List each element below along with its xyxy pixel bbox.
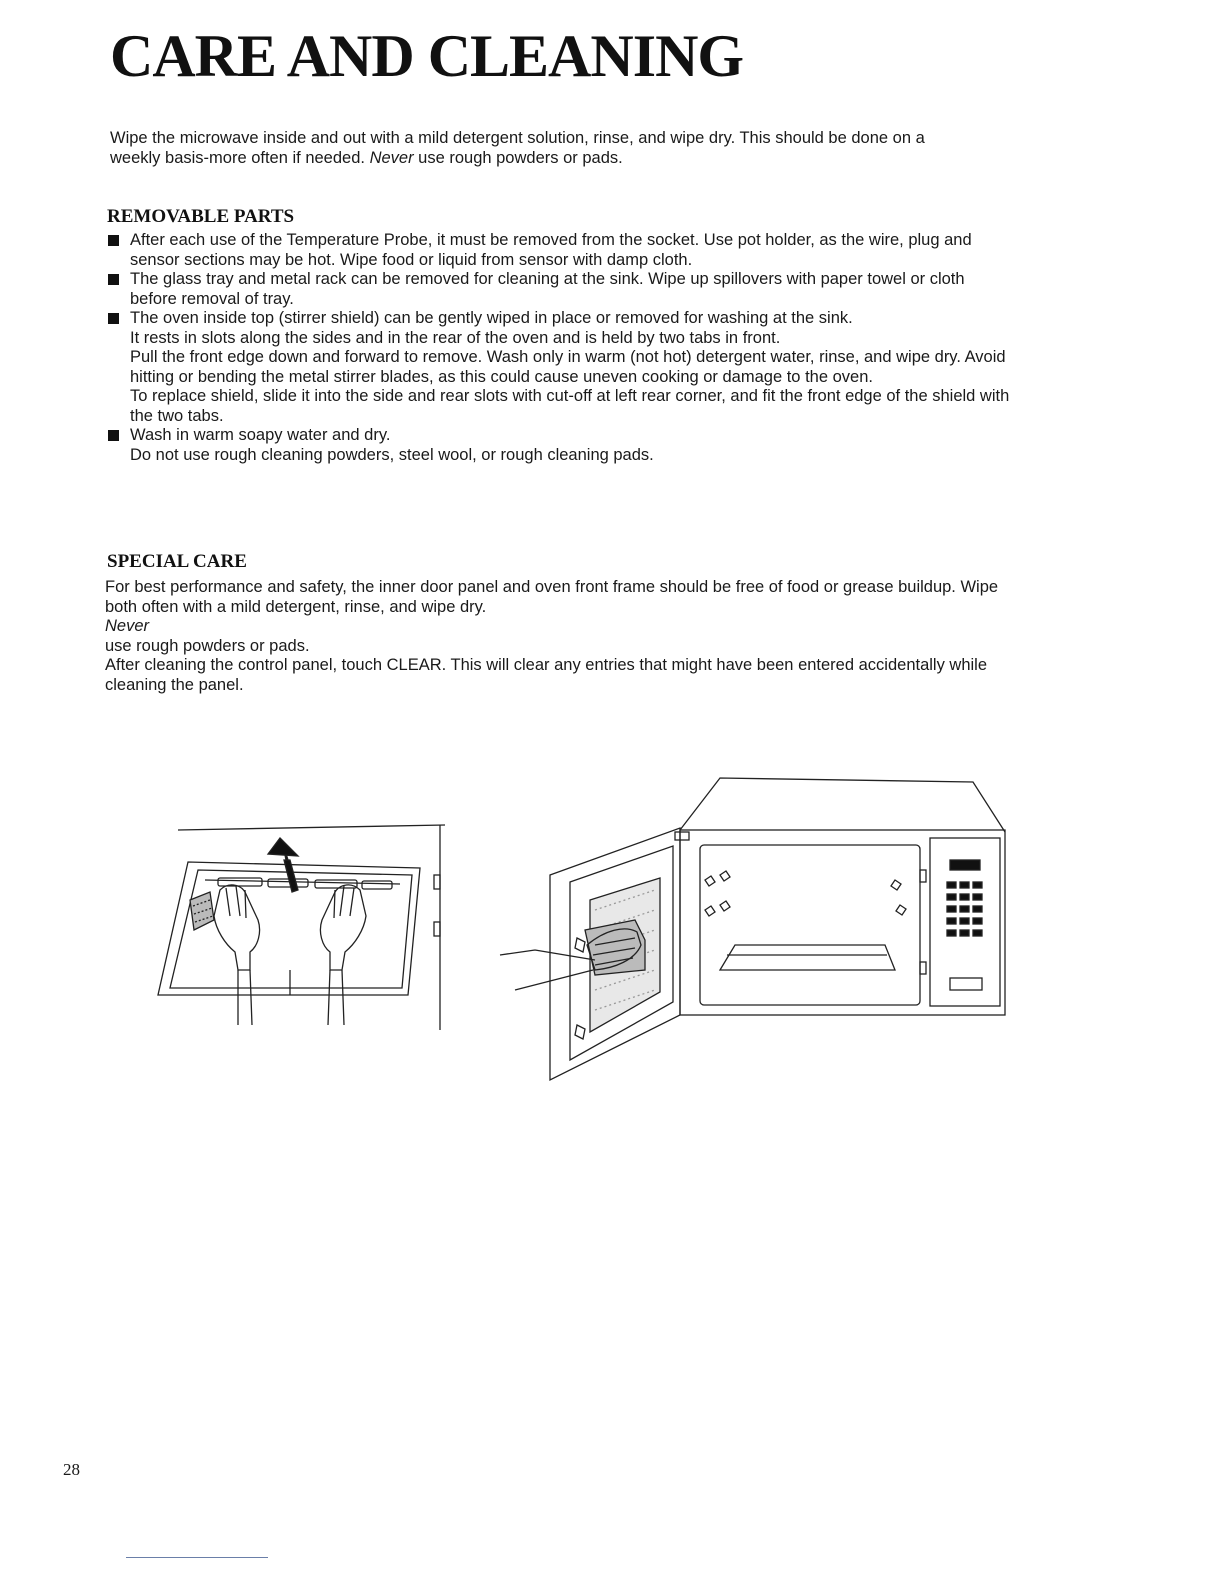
special-care-emphasis: Never xyxy=(105,617,150,635)
list-item-text: After each use of the Temperature Probe, it must be removed from the socket. Use pot holder, as the wire, plug and sensor sections may be hot. Wipe food or liquid from sensor with damp cloth. xyxy=(130,231,972,269)
page-number: 28 xyxy=(63,1460,80,1479)
intro-emphasis: Never xyxy=(369,149,414,167)
intro-text-end: use rough powders or pads. xyxy=(413,149,623,167)
list-item-text: The glass tray and metal rack can be removed for cleaning at the sink. Wipe up spillovers with paper towel or cloth before removal of tray. xyxy=(130,270,965,308)
removable-parts-list xyxy=(105,231,1015,465)
bullet-square-icon xyxy=(108,313,119,324)
list-item-text: Do not use rough cleaning powders, steel wool, or rough cleaning pads. xyxy=(130,445,654,464)
bullet-square-icon xyxy=(108,430,119,441)
intro-text-start: Wipe the microwave inside and out with a mild detergent solution, rinse, and wipe dry. This should be done on a weekly basis-more often if needed. xyxy=(110,129,925,167)
list-item-wash xyxy=(105,426,1015,465)
special-care-text-end: use rough powders or pads. xyxy=(105,636,310,655)
microwave-door-wiping-illustration xyxy=(495,770,1015,1085)
special-care-line-2: After cleaning the control panel, touch CLEAR. This will clear any entries that might have been entered accidentally while cleaning the panel. xyxy=(105,656,988,694)
list-item-text: It rests in slots along the sides and in the rear of the oven and is held by two tabs in front. xyxy=(130,328,781,347)
special-care-paragraph xyxy=(105,578,1020,695)
list-item-text: To replace shield, slide it into the side and rear slots with cut-off at left rear corner, and fit the front edge of the shield with the two tabs. xyxy=(130,387,1010,425)
special-care-heading: SPECIAL CARE xyxy=(107,551,247,572)
special-care-text-start: For best performance and safety, the inner door panel and oven front frame should be free of food or grease buildup. Wipe both often with a mild detergent, rinse, and wipe dry. xyxy=(105,578,999,616)
bullet-square-icon xyxy=(108,274,119,285)
special-care-line-1 xyxy=(105,578,1020,656)
page-title: CARE AND CLEANING xyxy=(110,23,744,89)
list-item-text: Wash in warm soapy water and dry. xyxy=(130,426,391,444)
intro-paragraph xyxy=(110,128,970,168)
bullet-square-icon xyxy=(108,235,119,246)
list-item-stirrer-shield xyxy=(105,309,1015,426)
stirrer-shield-removal-illustration xyxy=(150,820,455,1040)
footer-divider xyxy=(126,1557,268,1558)
list-item-text: The oven inside top (stirrer shield) can be gently wiped in place or removed for washing at the sink. xyxy=(130,309,853,327)
removable-parts-heading: REMOVABLE PARTS xyxy=(107,206,295,227)
list-item-tray xyxy=(105,270,1015,309)
list-item-text: Pull the front edge down and forward to remove. Wash only in warm (not hot) detergent water, rinse, and wipe dry. Avoid hitting or bending the metal stirrer blades, as this could cause uneven cooking or damage to the oven. xyxy=(130,348,1006,386)
list-item-probe xyxy=(105,231,1015,270)
